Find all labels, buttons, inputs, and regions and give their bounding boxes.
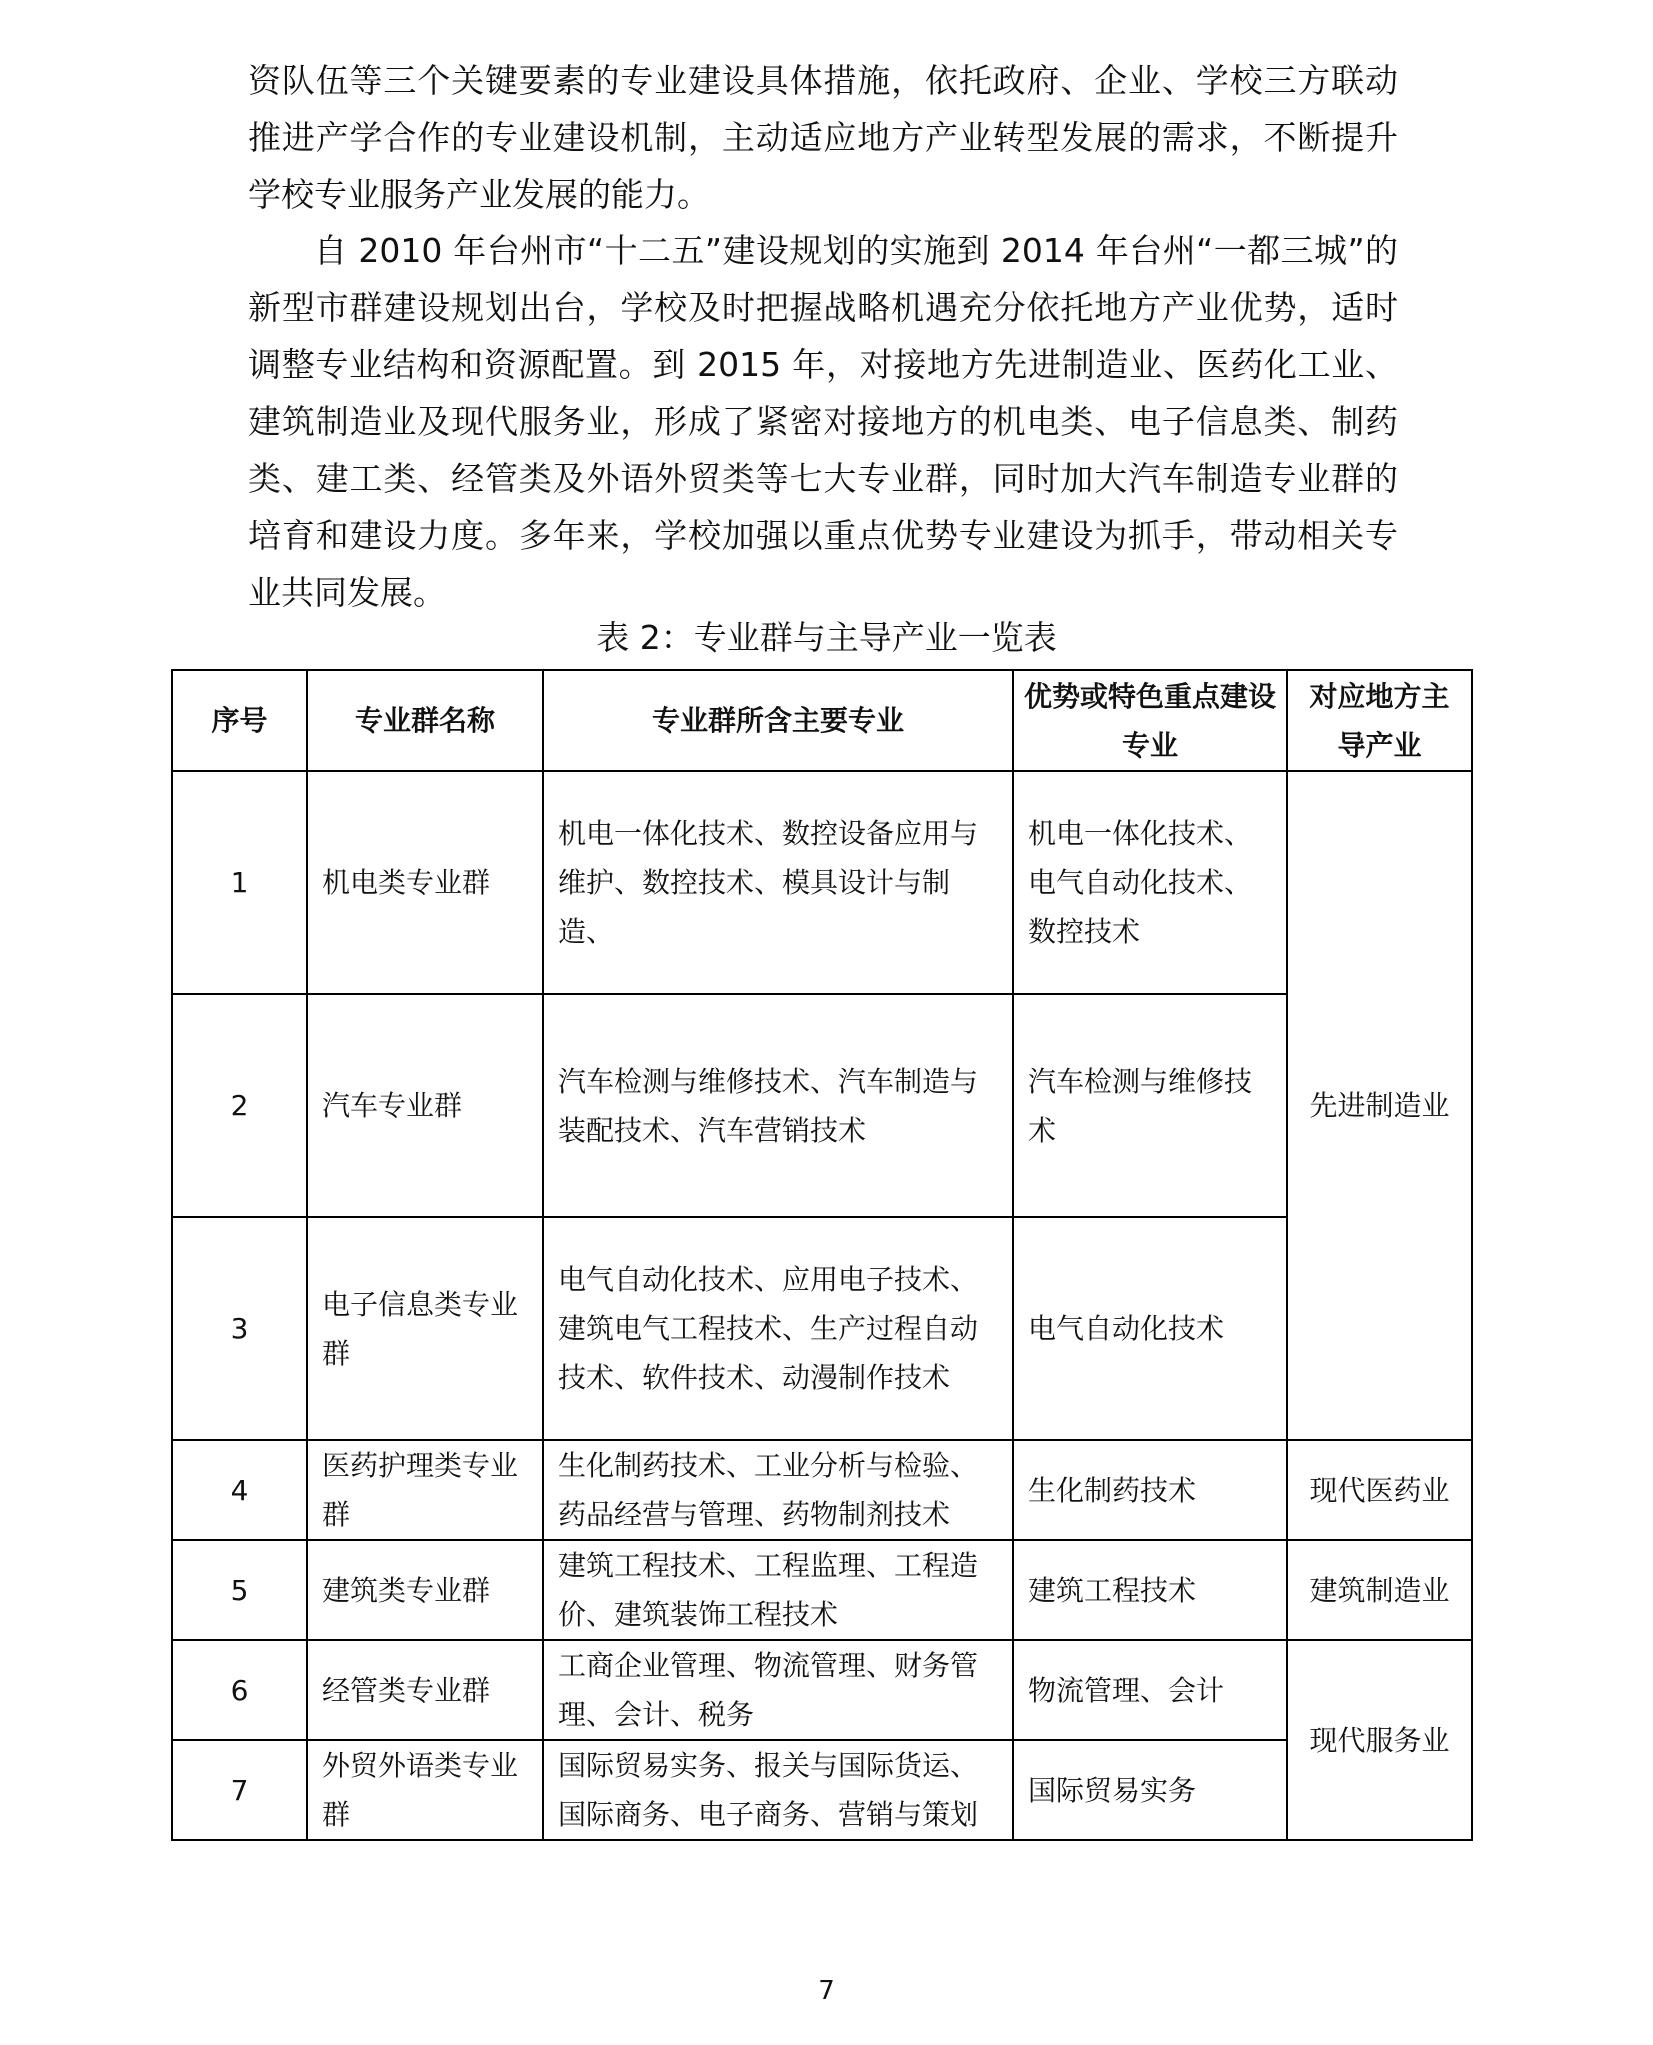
row-majors: 机电一体化技术、数控设备应用与维护、数控技术、模具设计与制造、 [543,771,1013,994]
header-key: 优势或特色重点建设专业 [1013,670,1287,771]
row-num: 5 [172,1540,307,1640]
row-num: 1 [172,771,307,994]
row-key: 生化制药技术 [1013,1440,1287,1540]
row-num: 2 [172,994,307,1217]
row-industry: 建筑制造业 [1287,1540,1472,1640]
table-row [172,771,1472,994]
row-majors: 工商企业管理、物流管理、财务管理、会计、税务 [543,1640,1013,1740]
table-row [172,1440,1472,1540]
paragraph-1: 资队伍等三个关键要素的专业建设具体措施，依托政府、企业、学校三方联动推进产学合作的专业建设机制，主动适应地方产业转型发展的需求，不断提升学校专业服务产业发展的能力。 [248,61,1398,214]
row-num: 4 [172,1440,307,1540]
table-row [172,1540,1472,1640]
row-num: 3 [172,1217,307,1440]
page-number: 7 [818,1976,835,2006]
row-name: 汽车专业群 [307,994,543,1217]
table-caption: 表 2：专业群与主导产业一览表 [596,618,1057,657]
paragraph-2: 自 2010 年台州市“十二五”建设规划的实施到 2014 年台州“一都三城”的新型市群建设规划出台，学校及时把握战略机遇充分依托地方产业优势，适时调整专业结构和资源配置。到 2015 年，对接地方先进制造业、医药化工业、建筑制造业及现代服务业，形成了紧密对接地方的机电类、电子信息类、制药类、建工类、经管类及外语外贸类等七大专业群，同时加大汽车制造专业群的培育和建设力度。多年来，学校加强以重点优势专业建设为抓手，带动相关专业共同发展。 [248,231,1398,612]
row-majors: 汽车检测与维修技术、汽车制造与装配技术、汽车营销技术 [543,994,1013,1217]
row-industry: 先进制造业 [1287,771,1472,1440]
header-num: 序号 [172,670,307,771]
table-row [172,1217,1472,1440]
specialty-table [171,669,1473,1841]
row-key: 国际贸易实务 [1013,1740,1287,1840]
table-header-row [172,670,1472,771]
row-key: 汽车检测与维修技术 [1013,994,1287,1217]
row-name: 经管类专业群 [307,1640,543,1740]
header-name: 专业群名称 [307,670,543,771]
row-majors: 国际贸易实务、报关与国际货运、国际商务、电子商务、营销与策划 [543,1740,1013,1840]
row-industry: 现代医药业 [1287,1440,1472,1540]
table-row [172,1740,1472,1840]
row-name: 外贸外语类专业群 [307,1740,543,1840]
row-key: 电气自动化技术 [1013,1217,1287,1440]
row-key: 物流管理、会计 [1013,1640,1287,1740]
table-row [172,994,1472,1217]
row-name: 机电类专业群 [307,771,543,994]
row-name: 医药护理类专业群 [307,1440,543,1540]
row-majors: 建筑工程技术、工程监理、工程造价、建筑装饰工程技术 [543,1540,1013,1640]
row-key: 机电一体化技术、电气自动化技术、数控技术 [1013,771,1287,994]
row-num: 6 [172,1640,307,1740]
row-name: 电子信息类专业群 [307,1217,543,1440]
row-majors: 生化制药技术、工业分析与检验、药品经营与管理、药物制剂技术 [543,1440,1013,1540]
row-majors: 电气自动化技术、应用电子技术、建筑电气工程技术、生产过程自动技术、软件技术、动漫制作技术 [543,1217,1013,1440]
row-name: 建筑类专业群 [307,1540,543,1640]
row-num: 7 [172,1740,307,1840]
header-industry: 对应地方主导产业 [1287,670,1472,771]
table-row [172,1640,1472,1740]
row-industry: 现代服务业 [1287,1640,1472,1840]
row-key: 建筑工程技术 [1013,1540,1287,1640]
header-majors: 专业群所含主要专业 [543,670,1013,771]
